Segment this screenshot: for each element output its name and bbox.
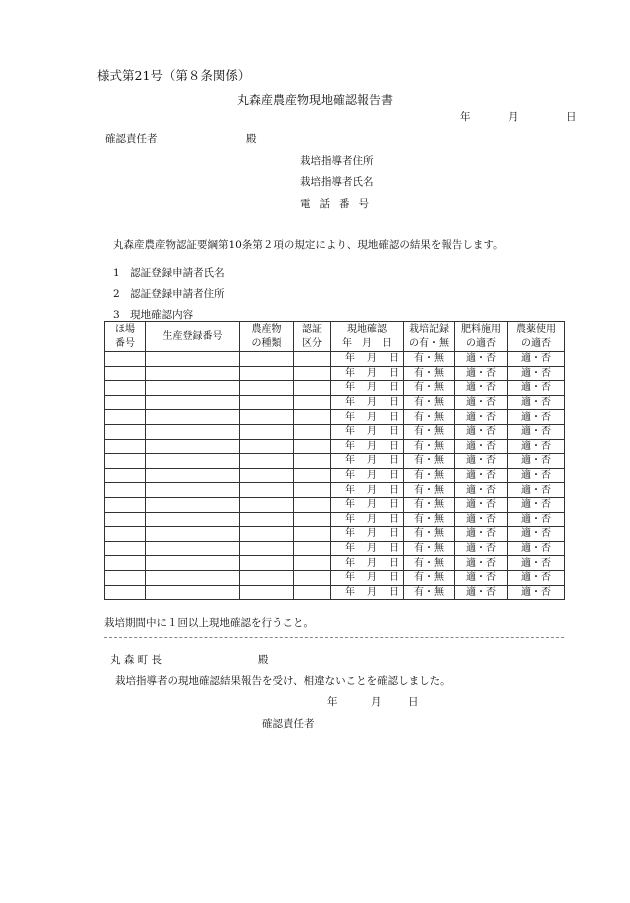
crop-type-cell	[240, 366, 294, 381]
item-applicant-address: 2 認証登録申請者住所	[113, 288, 225, 300]
inspection-date-cell: 年 月 日	[331, 483, 404, 498]
fertilizer-cell: 適・否	[455, 439, 508, 454]
inspection-date-cell: 年 月 日	[331, 352, 404, 367]
registration-number-cell	[146, 483, 240, 498]
report-date-line	[460, 109, 577, 124]
registration-number-cell	[146, 454, 240, 469]
fertilizer-cell: 適・否	[455, 497, 508, 512]
fertilizer-cell: 適・否	[455, 527, 508, 542]
table-row	[105, 556, 565, 571]
field-number-cell	[105, 483, 146, 498]
registration-number-cell	[146, 585, 240, 600]
certification-category-cell	[294, 468, 331, 483]
instructor-name-label: 栽培指導者氏名	[300, 176, 374, 188]
field-number-cell	[105, 497, 146, 512]
pesticide-cell: 適・否	[508, 410, 565, 425]
cultivation-record-cell: 有・無	[404, 395, 455, 410]
pesticide-cell: 適・否	[508, 570, 565, 585]
crop-type-cell	[240, 395, 294, 410]
certification-category-cell	[294, 366, 331, 381]
table-row	[105, 410, 565, 425]
certification-category-cell	[294, 352, 331, 367]
certification-category-cell	[294, 381, 331, 396]
crop-type-cell	[240, 541, 294, 556]
table-row	[105, 483, 565, 498]
certification-category-cell	[294, 497, 331, 512]
table-row	[105, 424, 565, 439]
cultivation-record-cell: 有・無	[404, 585, 455, 600]
certification-category-cell	[294, 512, 331, 527]
field-number-cell	[105, 556, 146, 571]
fertilizer-cell: 適・否	[455, 410, 508, 425]
cultivation-record-cell: 有・無	[404, 410, 455, 425]
date-day-label: 日	[566, 111, 577, 123]
header-cultivation-record: 栽培記録 の有・無	[404, 322, 455, 352]
table-row	[105, 570, 565, 585]
header-inspection-date: 現地確認 年 月 日	[331, 322, 404, 352]
pesticide-cell: 適・否	[508, 483, 565, 498]
table-header-row	[105, 322, 565, 352]
document-title: 丸森産農産物現地確認報告書	[236, 93, 393, 107]
certification-category-cell	[294, 527, 331, 542]
fertilizer-cell: 適・否	[455, 395, 508, 410]
fertilizer-cell: 適・否	[455, 585, 508, 600]
fertilizer-cell: 適・否	[455, 556, 508, 571]
pesticide-cell: 適・否	[508, 439, 565, 454]
certification-category-cell	[294, 395, 331, 410]
inspection-date-cell: 年 月 日	[331, 541, 404, 556]
table-row	[105, 366, 565, 381]
crop-type-cell	[240, 352, 294, 367]
pesticide-cell: 適・否	[508, 424, 565, 439]
inspection-date-cell: 年 月 日	[331, 439, 404, 454]
cultivation-record-cell: 有・無	[404, 468, 455, 483]
cultivation-record-cell: 有・無	[404, 541, 455, 556]
inspection-date-cell: 年 月 日	[331, 366, 404, 381]
crop-type-cell	[240, 381, 294, 396]
inspection-date-cell: 年 月 日	[331, 410, 404, 425]
fertilizer-cell: 適・否	[455, 352, 508, 367]
table-body	[105, 352, 565, 600]
pesticide-cell: 適・否	[508, 468, 565, 483]
inspection-date-cell: 年 月 日	[331, 381, 404, 396]
table-row	[105, 395, 565, 410]
registration-number-cell	[146, 424, 240, 439]
field-number-cell	[105, 527, 146, 542]
field-number-cell	[105, 570, 146, 585]
table-row	[105, 381, 565, 396]
crop-type-cell	[240, 424, 294, 439]
checker-label: 確認責任者	[105, 133, 158, 145]
recipient-line	[105, 131, 257, 146]
inspection-date-cell: 年 月 日	[331, 527, 404, 542]
fertilizer-cell: 適・否	[455, 424, 508, 439]
registration-number-cell	[146, 352, 240, 367]
fertilizer-cell: 適・否	[455, 468, 508, 483]
certification-category-cell	[294, 410, 331, 425]
crop-type-cell	[240, 483, 294, 498]
inspection-date-cell: 年 月 日	[331, 512, 404, 527]
field-number-cell	[105, 512, 146, 527]
certification-category-cell	[294, 570, 331, 585]
registration-number-cell	[146, 527, 240, 542]
cultivation-record-cell: 有・無	[404, 454, 455, 469]
date2-month-label: 月	[371, 696, 382, 708]
mayor-line	[110, 652, 269, 667]
cultivation-record-cell: 有・無	[404, 439, 455, 454]
confirmation-date-line	[327, 694, 419, 709]
table-row	[105, 439, 565, 454]
header-registration-number: 生産登録番号	[146, 322, 240, 352]
registration-number-cell	[146, 570, 240, 585]
cultivation-record-cell: 有・無	[404, 424, 455, 439]
form-number: 様式第21号（第８条関係）	[97, 68, 251, 83]
crop-type-cell	[240, 527, 294, 542]
registration-number-cell	[146, 556, 240, 571]
pesticide-cell: 適・否	[508, 381, 565, 396]
inspection-date-cell: 年 月 日	[331, 454, 404, 469]
date-year-label: 年	[460, 111, 471, 123]
inspection-date-cell: 年 月 日	[331, 556, 404, 571]
crop-type-cell	[240, 497, 294, 512]
field-number-cell	[105, 439, 146, 454]
header-field-number: ほ場 番号	[105, 322, 146, 352]
registration-number-cell	[146, 468, 240, 483]
field-number-cell	[105, 366, 146, 381]
cultivation-record-cell: 有・無	[404, 512, 455, 527]
inspection-date-cell: 年 月 日	[331, 497, 404, 512]
cultivation-record-cell: 有・無	[404, 366, 455, 381]
pesticide-cell: 適・否	[508, 541, 565, 556]
registration-number-cell	[146, 366, 240, 381]
crop-type-cell	[240, 454, 294, 469]
table-row	[105, 497, 565, 512]
table-row	[105, 527, 565, 542]
crop-type-cell	[240, 468, 294, 483]
mayor-label: 丸 森 町 長	[110, 654, 163, 666]
header-certification-category: 認証 区分	[294, 322, 331, 352]
date2-year-label: 年	[327, 696, 338, 708]
fertilizer-cell: 適・否	[455, 483, 508, 498]
date-month-label: 月	[508, 111, 519, 123]
field-number-cell	[105, 585, 146, 600]
pesticide-cell: 適・否	[508, 395, 565, 410]
inspection-table	[104, 321, 565, 600]
cultivation-record-cell: 有・無	[404, 527, 455, 542]
pesticide-cell: 適・否	[508, 497, 565, 512]
pesticide-cell: 適・否	[508, 585, 565, 600]
registration-number-cell	[146, 410, 240, 425]
inspection-date-cell: 年 月 日	[331, 570, 404, 585]
report-sentence: 丸森産農産物認証要綱第10条第２項の規定により、現地確認の結果を報告します。	[113, 239, 504, 251]
cultivation-record-cell: 有・無	[404, 556, 455, 571]
field-number-cell	[105, 468, 146, 483]
registration-number-cell	[146, 512, 240, 527]
date2-day-label: 日	[408, 696, 419, 708]
crop-type-cell	[240, 512, 294, 527]
footnote: 栽培期間中に１回以上現地確認を行うこと。	[104, 617, 314, 629]
certification-category-cell	[294, 454, 331, 469]
pesticide-cell: 適・否	[508, 454, 565, 469]
registration-number-cell	[146, 395, 240, 410]
cultivation-record-cell: 有・無	[404, 497, 455, 512]
cultivation-record-cell: 有・無	[404, 352, 455, 367]
phone-label: 電話番号	[300, 198, 378, 210]
field-number-cell	[105, 381, 146, 396]
fertilizer-cell: 適・否	[455, 381, 508, 396]
field-number-cell	[105, 410, 146, 425]
pesticide-cell: 適・否	[508, 556, 565, 571]
instructor-address-label: 栽培指導者住所	[300, 155, 374, 167]
field-number-cell	[105, 541, 146, 556]
item-inspection-content: 3 現地確認内容	[113, 309, 194, 321]
checker-label-bottom: 確認責任者	[262, 718, 315, 730]
field-number-cell	[105, 395, 146, 410]
registration-number-cell	[146, 439, 240, 454]
fertilizer-cell: 適・否	[455, 366, 508, 381]
confirmation-sentence: 栽培指導者の現地確認結果報告を受け、相違ないことを確認しました。	[115, 675, 451, 687]
cut-line-divider	[104, 637, 564, 638]
fertilizer-cell: 適・否	[455, 541, 508, 556]
crop-type-cell	[240, 439, 294, 454]
inspection-date-cell: 年 月 日	[331, 468, 404, 483]
inspection-date-cell: 年 月 日	[331, 424, 404, 439]
crop-type-cell	[240, 570, 294, 585]
pesticide-cell: 適・否	[508, 512, 565, 527]
cultivation-record-cell: 有・無	[404, 381, 455, 396]
header-crop-type: 農産物 の種類	[240, 322, 294, 352]
item-applicant-name: 1 認証登録申請者氏名	[113, 267, 225, 279]
registration-number-cell	[146, 541, 240, 556]
pesticide-cell: 適・否	[508, 366, 565, 381]
table-row	[105, 541, 565, 556]
table-row	[105, 585, 565, 600]
field-number-cell	[105, 424, 146, 439]
fertilizer-cell: 適・否	[455, 454, 508, 469]
certification-category-cell	[294, 585, 331, 600]
header-pesticide: 農薬使用 の適否	[508, 322, 565, 352]
mayor-honorific: 殿	[258, 654, 269, 666]
certification-category-cell	[294, 483, 331, 498]
crop-type-cell	[240, 556, 294, 571]
inspection-date-cell: 年 月 日	[331, 395, 404, 410]
table-row	[105, 454, 565, 469]
registration-number-cell	[146, 497, 240, 512]
fertilizer-cell: 適・否	[455, 512, 508, 527]
certification-category-cell	[294, 541, 331, 556]
table-row	[105, 468, 565, 483]
table-row	[105, 512, 565, 527]
field-number-cell	[105, 352, 146, 367]
inspection-date-cell: 年 月 日	[331, 585, 404, 600]
cultivation-record-cell: 有・無	[404, 483, 455, 498]
certification-category-cell	[294, 424, 331, 439]
cultivation-record-cell: 有・無	[404, 570, 455, 585]
pesticide-cell: 適・否	[508, 352, 565, 367]
pesticide-cell: 適・否	[508, 527, 565, 542]
certification-category-cell	[294, 439, 331, 454]
crop-type-cell	[240, 410, 294, 425]
fertilizer-cell: 適・否	[455, 570, 508, 585]
field-number-cell	[105, 454, 146, 469]
table-row	[105, 352, 565, 367]
certification-category-cell	[294, 556, 331, 571]
honorific: 殿	[246, 133, 257, 145]
registration-number-cell	[146, 381, 240, 396]
header-fertilizer: 肥料施用 の適否	[455, 322, 508, 352]
crop-type-cell	[240, 585, 294, 600]
